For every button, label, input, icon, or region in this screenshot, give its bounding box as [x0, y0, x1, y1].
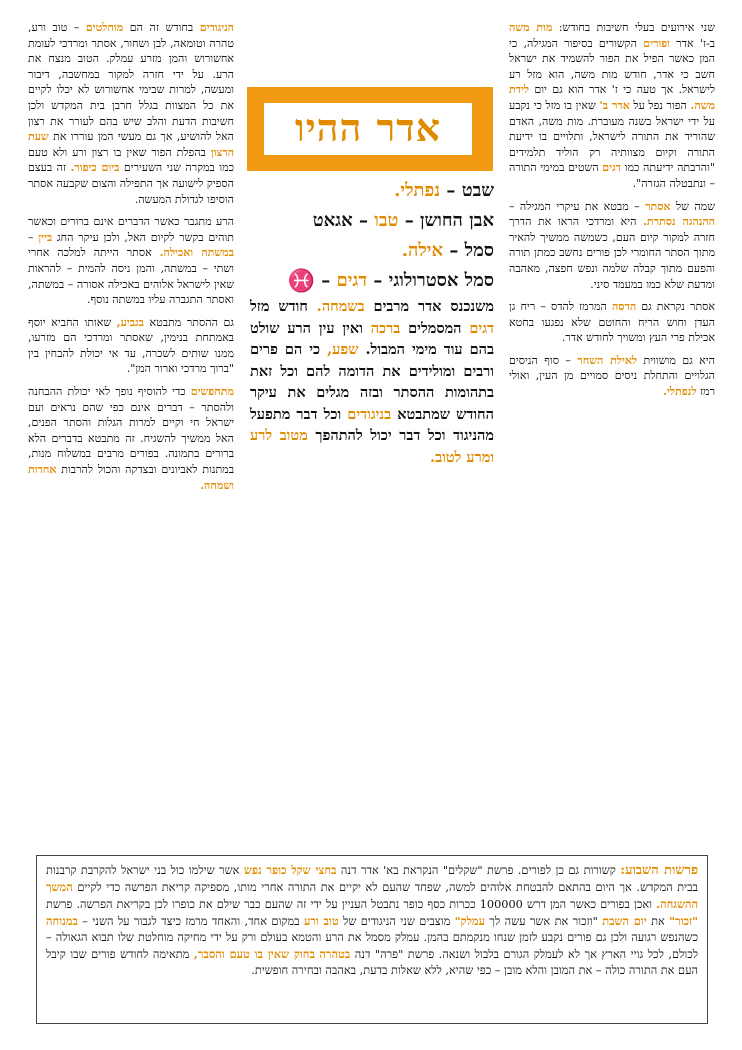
text: ואין עין הרע שולט בהם עוד מימי המבול.: [250, 319, 494, 358]
highlight: טוב ורע: [303, 914, 339, 928]
highlight: בניגודים: [347, 405, 392, 423]
parasha-box: [36, 855, 708, 1024]
highlight: הניגודים: [199, 21, 234, 34]
attr-label: סמל אסטרולוגי: [388, 270, 494, 291]
highlight: ביין: [38, 230, 53, 244]
dash: –: [321, 270, 331, 291]
text: – טוב ורע, טהרה וטומאה, לבן ושחור, אסתר ומרדכי לעומת אחשורוש והמן מזרע עמלק. הטוב מנצח את הרע. על ידי חזרה למקור במחשבה, דיבור ומעשה, למרות שבימי אחשורוש לא יכלו לקיים את כל המצוות בגלל חרבן בית המקדש ולכן חשיבות הדעת והלב שיש בהם לעורר את רצון האל להושיע, אך גם מעשי המן עוררו את: [28, 21, 234, 144]
text: – סוף הניסים הגלויים והתחלת ניסים סמויים מן העין, ואולי רמז: [509, 353, 715, 399]
center-paragraph: [250, 296, 494, 468]
attr-label: אבן החושן: [419, 210, 494, 231]
text: כשהנפש רגועה ולכן גם פורים נקבע לזמן שנחו מנקמתם בהמן. עמלק מסמל את הרע והטמא בעולם ורק על ידי מחיקה מוחלטת שלו תבוא הגאולה – לכולם, לכל גויי הארץ אך לא לעמלק הגורם בלבול ושנאה. פרשת "פרה" דנה: [46, 931, 698, 961]
text: אשר שילמו כול בני ישראל להקרבת קרבנות בבית המקדש. אך היום בהתאם להבטחת אלוהים למשה, שפחד שהעם לא יקיים את התורה אחרי מותו, מספיקה קריאת הפרשה כדי לקיים: [46, 864, 698, 894]
text: היא גם מושווית: [643, 353, 715, 367]
dash: –: [446, 180, 456, 201]
title-box: [247, 87, 493, 171]
attr-value-extra: אגאט: [312, 210, 353, 231]
dash: –: [358, 210, 368, 231]
left-paragraph-2: [28, 214, 234, 308]
text: את: [651, 915, 665, 928]
text: –: [28, 230, 34, 244]
attr-symbol: [250, 236, 494, 266]
text: שאותו החביא יוסף באמתחת בנימין, שאסתר ומרדכי הם מזרעו, ממנו שותים לשכרה, עד אי יכולת להבחין בין "ברוך מרדכי וארור המן".: [28, 315, 234, 376]
highlight: שעת הרצון: [28, 130, 234, 159]
text: כי הם פרים ורבים ומולידים את הדומה להם וכל זאת בתהומות ההסתר ובזה מגלים את עיקר החודש שמתבטא: [250, 341, 494, 423]
highlight: בשמחה.: [316, 298, 365, 315]
left-paragraph-1: [28, 20, 234, 207]
attr-stone: [250, 206, 494, 236]
left-paragraph-3: [28, 315, 234, 377]
right-paragraph-2: [509, 199, 715, 293]
highlight: דגים: [469, 319, 494, 337]
text: שמה של: [675, 199, 715, 213]
text: בחודש זה הם: [129, 21, 194, 34]
highlight: יום השבת: [602, 914, 647, 928]
highlight: ברכה: [370, 319, 401, 337]
text: שני אירועים בעלי חשיבות בחודש:: [558, 21, 715, 34]
text: גם ההסתר מתבטא: [149, 315, 235, 329]
highlight: "זכור": [669, 914, 699, 928]
text: בהפלת הפור שאין בו רצון ורע ולא טעם כמו במקרה שני השעירים: [28, 145, 234, 175]
text: השטים במימי התורה – ונתבטלה הגזרה".: [509, 161, 715, 190]
highlight: מוחלטים: [85, 21, 124, 34]
attr-astrology: [250, 266, 494, 296]
text: וכל דבר מתפעל מהניגוד וכל דבר יכול להתהפך: [250, 405, 494, 444]
highlight: המשך ההשגחה.: [46, 880, 699, 911]
title-inner-frame: [262, 101, 474, 157]
highlight: אחדות ושמחה.: [28, 463, 234, 492]
highlight: עמלק": [454, 914, 485, 928]
highlight: דגים: [602, 161, 621, 175]
text: ואכן בפורים כאשר המן דרש 100000 ככרות כסף כופר נתבטל העניין על ידי זה שהעם כבר שילם את כופרו לכן בקריאת הפרשה. פרשת: [46, 898, 653, 911]
text: קשורות גם כן לפורים. פרשת "שקלים" הנקראת בא' אדר דנה: [340, 864, 616, 877]
highlight: לאילת השחר: [577, 353, 638, 367]
left-column: [28, 20, 234, 500]
text: הפור נפל על: [633, 98, 687, 112]
text: אסתר נקראת גם: [641, 300, 716, 314]
right-paragraph-4: [509, 353, 715, 400]
highlight: מות משה: [509, 21, 553, 34]
attr-value: נפתלי.: [394, 180, 441, 201]
text: חודש מזל: [250, 298, 308, 315]
text: מוצבים שני הניגודים של: [343, 915, 451, 928]
highlight: מטוב לרע ומרע לטוב.: [250, 427, 494, 466]
right-paragraph-3: [509, 299, 715, 346]
highlight: בחוק שאין בו טעם והסבר,: [193, 947, 315, 961]
highlight: בטהרה: [319, 947, 351, 961]
text: זה בעצם הספיק לישועה אך התפילה והצום שקבעה אסתר הוסיפו לגדולת המעשה.: [28, 161, 234, 206]
page-title: אדר ההיו: [295, 105, 441, 150]
highlight: בחצי שקל כופר נפש: [243, 863, 337, 877]
text: – מבטא את עיקרי המגילה –: [509, 199, 640, 213]
left-paragraph-4: [28, 384, 234, 493]
dash: –: [373, 270, 383, 291]
highlight: שפע,: [327, 341, 359, 358]
highlight: במנוחה: [46, 914, 78, 928]
text: "וזכור את אשר עשה לך: [489, 915, 598, 928]
right-paragraph-1: [509, 20, 715, 192]
text: המרמז להדס – ריח גן העדן וחוש הריח והחוטם שלא נפגעו בחטא אכילת פרי העץ ומשויך לחודש אדר.: [509, 300, 715, 345]
text: שאין בו מזל כי נקבע על ידי ישראל בשנה מעוברת. מות משה, האדם שהוריד את התורה לישראל, ותלויים בו ידיעת התורה וקיום מצוותיה רק הוליד תלמידים "והרבתה ידיעתה כמו: [509, 98, 716, 175]
text: משנכנס אדר מרבים: [373, 298, 494, 315]
attr-value: דגים: [336, 270, 368, 291]
highlight: אדר ב': [599, 98, 630, 112]
attr-tribe: [250, 176, 494, 206]
text: הרע מתגבר כאשר הדברים אינם ברורים וכאשר תוהים בקשר לקיום האל, ולכן עיקר החג: [28, 215, 234, 244]
dash: –: [404, 210, 414, 231]
text: היא ומרדכי הראו את הדרך חזרה למקור קיום העם, כשמשה ממשיך להאיר מתוך הסתר החומרי לכן פורים נחשב כמתן תורה והפעם מתוך קבלה שלמה ונפש חפצה, מאהבה ומדעת שלא כמו במעמד סיני.: [509, 215, 715, 291]
parasha-heading: פרשות השבוע:: [620, 863, 699, 878]
highlight: אסתר: [645, 199, 671, 213]
text: ב-ז' אדר: [676, 36, 716, 50]
highlight: בגביע,: [116, 315, 144, 329]
attr-value: אילה.: [401, 240, 444, 261]
highlight: ופורים: [643, 36, 670, 50]
highlight: במשתה ואכילה.: [159, 246, 234, 260]
text: כדי להוסיף נופך לאי יכולת ההבחנה ולהסתר – דברים אינם כפי שהם נראים ועם ישראל חי וקיים למרות הגלות והסתר הפנים, האל ממשיך להשגיח. זה מתבטא בדברים הלא ברורים בתמונה. בפורים מרבים במשלוח מנות, במתנות לאביונים ובצדקה והכול להרבות: [28, 385, 234, 477]
highlight: לידת משה.: [509, 83, 715, 112]
text: הקשורים בסיפור המגילה, כי המן כאשר הפיל את הפור להשמיד את ישראל חשב כי אדר, חודש מות משה, הוא מזל רע לישראל. אך טעה כי ז' אדר הוא גם יום: [509, 36, 715, 97]
text: מתאימה לחודש פורים שבו קיבל העם את התורה כולה – את המובן והלא מובן – כפי שהיא, ללא שאלות בדעת, באהבה ובחירה חופשית.: [46, 948, 698, 977]
month-attributes: [250, 176, 494, 296]
attr-value: טבו: [374, 210, 399, 231]
pisces-icon: ♓: [287, 268, 315, 294]
highlight: לנפתלי.: [663, 385, 697, 399]
attr-label: סמל: [464, 240, 494, 261]
right-column: [509, 20, 715, 407]
text: המסמלים: [408, 319, 462, 337]
attr-label: שבט: [461, 180, 494, 201]
dash: –: [449, 240, 459, 261]
text: אסתר הייתה למלכה אחרי ושתי – במשתה, והמן ניסה להמית – להראות שאין לישראל אלוהים באכילה אסורה – במשתה, ואסתר התגברה עליו במשתה נוסף.: [28, 246, 234, 307]
highlight: הדסה: [611, 300, 637, 314]
highlight: ביום כיפור.: [70, 161, 120, 175]
highlight: מתחפשים: [190, 385, 234, 399]
highlight: ההנהגה נסתרת.: [643, 215, 716, 229]
text: במקום אחד, והאחד מרמז כיצד לגבור על השני –: [82, 915, 300, 928]
